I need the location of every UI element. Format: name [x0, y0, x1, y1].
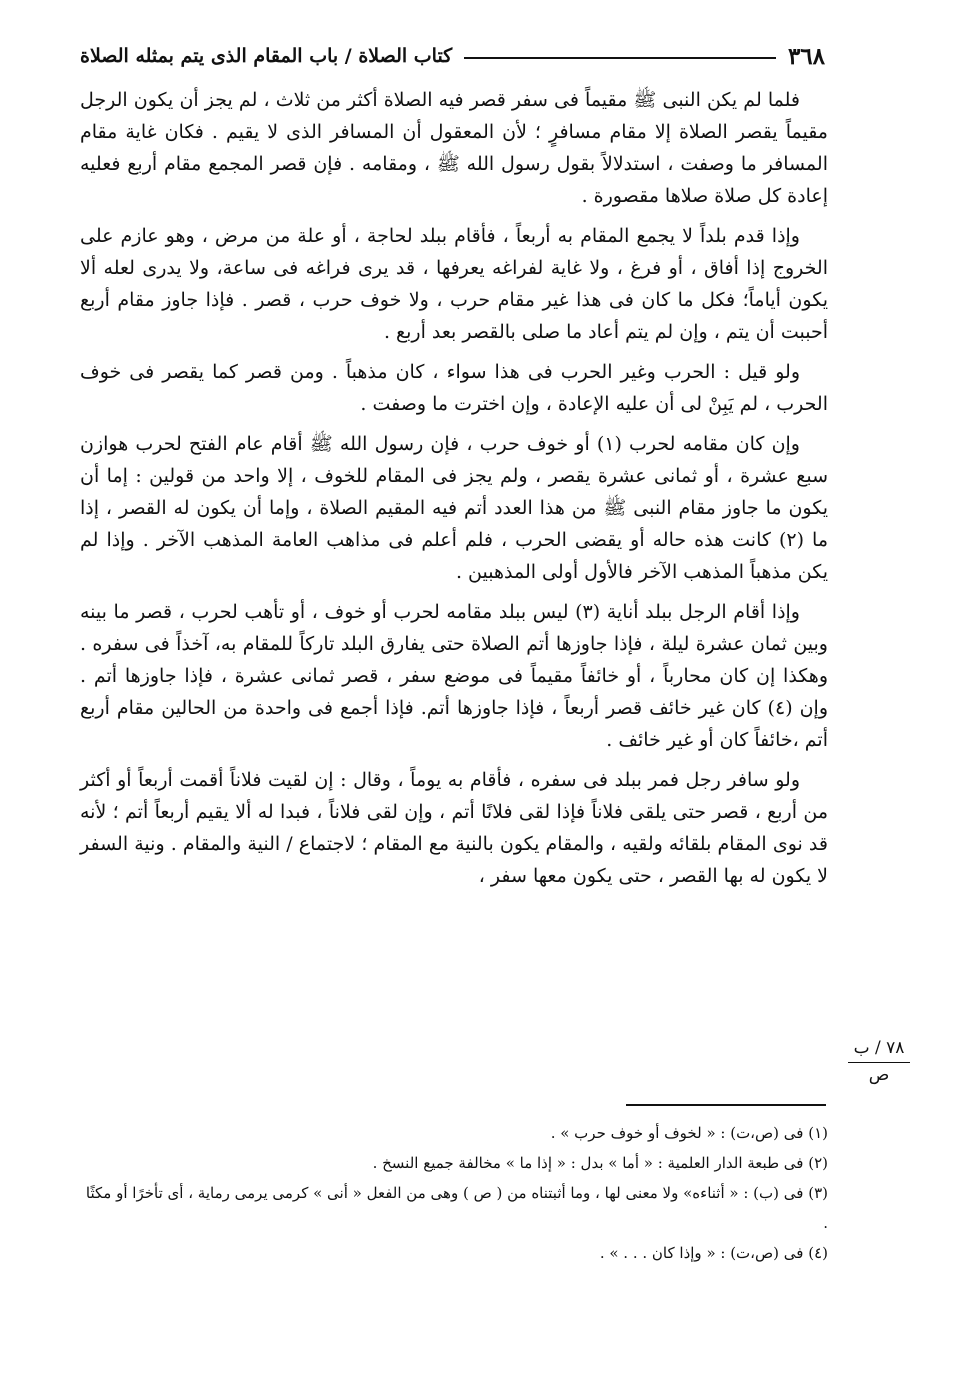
footnote: (٢) فى طبعة الدار العلمية : « أما » بدل : « إذا ما » مخالفة جميع النسخ . [372, 1154, 828, 1172]
header-rule [464, 57, 776, 59]
paragraph: ولو سافر رجل فمر ببلد فى سفره ، فأقام به يوماً ، وقال : إن لقيت فلاناً أقمت أربعاً أو أكثر من أربع ، قصر حتى يلقى فلاناً فإذا لقى فلانًا أتم ، وإن لقى فلاناً ، فبدا له ألا يقيم أربعاً أتم ؛ لأنه قد نوى المقام بلقائه ولقيه ، والمقام يكون بالنية مع المقام ؛ لاجتماع / النية والمقام . ونية السفر لا يكون له بها القصر ، حتى يكون معها سفر ، [80, 769, 828, 887]
manuscript-siglum: ص [868, 1065, 890, 1085]
footnotes [80, 1118, 828, 1268]
header-title: كتاب الصلاة / باب المقام الذى يتم بمثله الصلاة [80, 45, 453, 67]
paragraph: وإذا قدم بلداً لا يجمع المقام به أربعاً ، فأقام ببلد لحاجة ، أو علة من مرض ، وهو عازم على الخروج إذا أفاق ، أو فرغ ، ولا غاية لفراغه يعرفها ، قد يرى فراغه فى ساعة، ولا يدرى لعله ألا يكون أياماً؛ فكل ما كان فى هذا غير مقام حرب ، ولا خوف حرب ، قصر . فإذا جاوز مقام أربع أحببت أن يتم ، وإن لم يتم أعاد ما صلى بالقصر بعد أربع . [80, 225, 828, 343]
main-text [80, 84, 828, 900]
page-number: ٣٦٨ [787, 42, 825, 70]
paragraph: ولو قيل : الحرب وغير الحرب فى هذا سواء ، كان مذهباً . ومن قصر كما يقصر فى خوف الحرب ، لم يَبِنْ لى أن عليه الإعادة ، وإن اخترت ما وصفت . [80, 361, 828, 415]
manuscript-margin-note [848, 1036, 910, 1087]
paragraph: وإذا أقام الرجل ببلد أناية (٣) ليس ببلد مقامه لحرب أو خوف ، أو تأهب لحرب ، قصر ما بينه وبين ثمان عشرة ليلة ، فإذا جاوزها أتم الصلاة حتى يفارق البلد تاركاً للمقام به، آخذاً فى سفره . وهكذا إن كان محارباً ، أو خائفاً مقيماً فى موضع سفر ، قصر ثمانى عشرة ، فإذا جاوزها أتم . وإن (٤) كان غير خائف قصر أربعاً ، فإذا جاوزها أتم. فإذا أجمع فى واحدة من الحالين مقام أربع أتم ،خائفاً كان أو غير خائف . [80, 601, 829, 751]
footnote: (٤) فى (ص،ت) : « وإذا كان . . . » . [599, 1244, 828, 1262]
paragraph: فلما لم يكن النبى ﷺ مقيماً فى سفر قصر فيه الصلاة أكثر من ثلاث ، لم يجز أن يكون الرجل مقيماً يقصر الصلاة إلا مقام مسافرٍ ؛ لأن المعقول أن المسافر الذى لا يقيم . فكان غاية مقام المسافر ما وصفت ، استدلالاً بقول رسول الله ﷺ ، ومقامه . فإن قصر المجمع مقام أربع فعليه إعادة كل صلاة صلاها مقصورة . [80, 89, 828, 207]
footnote: (٣) فى (ب) : « أثناءه» ولا معنى لها ، وما أثبتناه من ( ص ) وهى من الفعل « أنى » كرمى يرمى رماية ، أى تأخرًا أو مكثًا . [85, 1184, 828, 1232]
paragraph: وإن كان مقامه لحرب (١) أو خوف حرب ، فإن رسول الله ﷺ أقام عام الفتح لحرب هوازن سبع عشرة ، أو ثمانى عشرة يقصر ، ولم يجز فى المقام للخوف ، إلا واحد من قولين : إما أن يكون ما جاوز مقام النبى ﷺ من هذا العدد أتم فيه المقيم الصلاة ، وإما أن يكون له القصر ، إذا ما (٢) كانت هذه حاله أو يقضى الحرب ، فلم أعلم فى مذاهب العامة المذهب الآخر . وإذا لم يكن مذهباً المذهب الآخر فالأول أولى المذهبين . [80, 433, 829, 583]
folio-reference: ٧٨ / ب [848, 1036, 910, 1063]
running-header [80, 36, 825, 76]
footnote-separator [626, 1104, 826, 1106]
footnote: (١) فى (ص،ت) : « لخوف أو خوف حرب » . [550, 1124, 828, 1142]
